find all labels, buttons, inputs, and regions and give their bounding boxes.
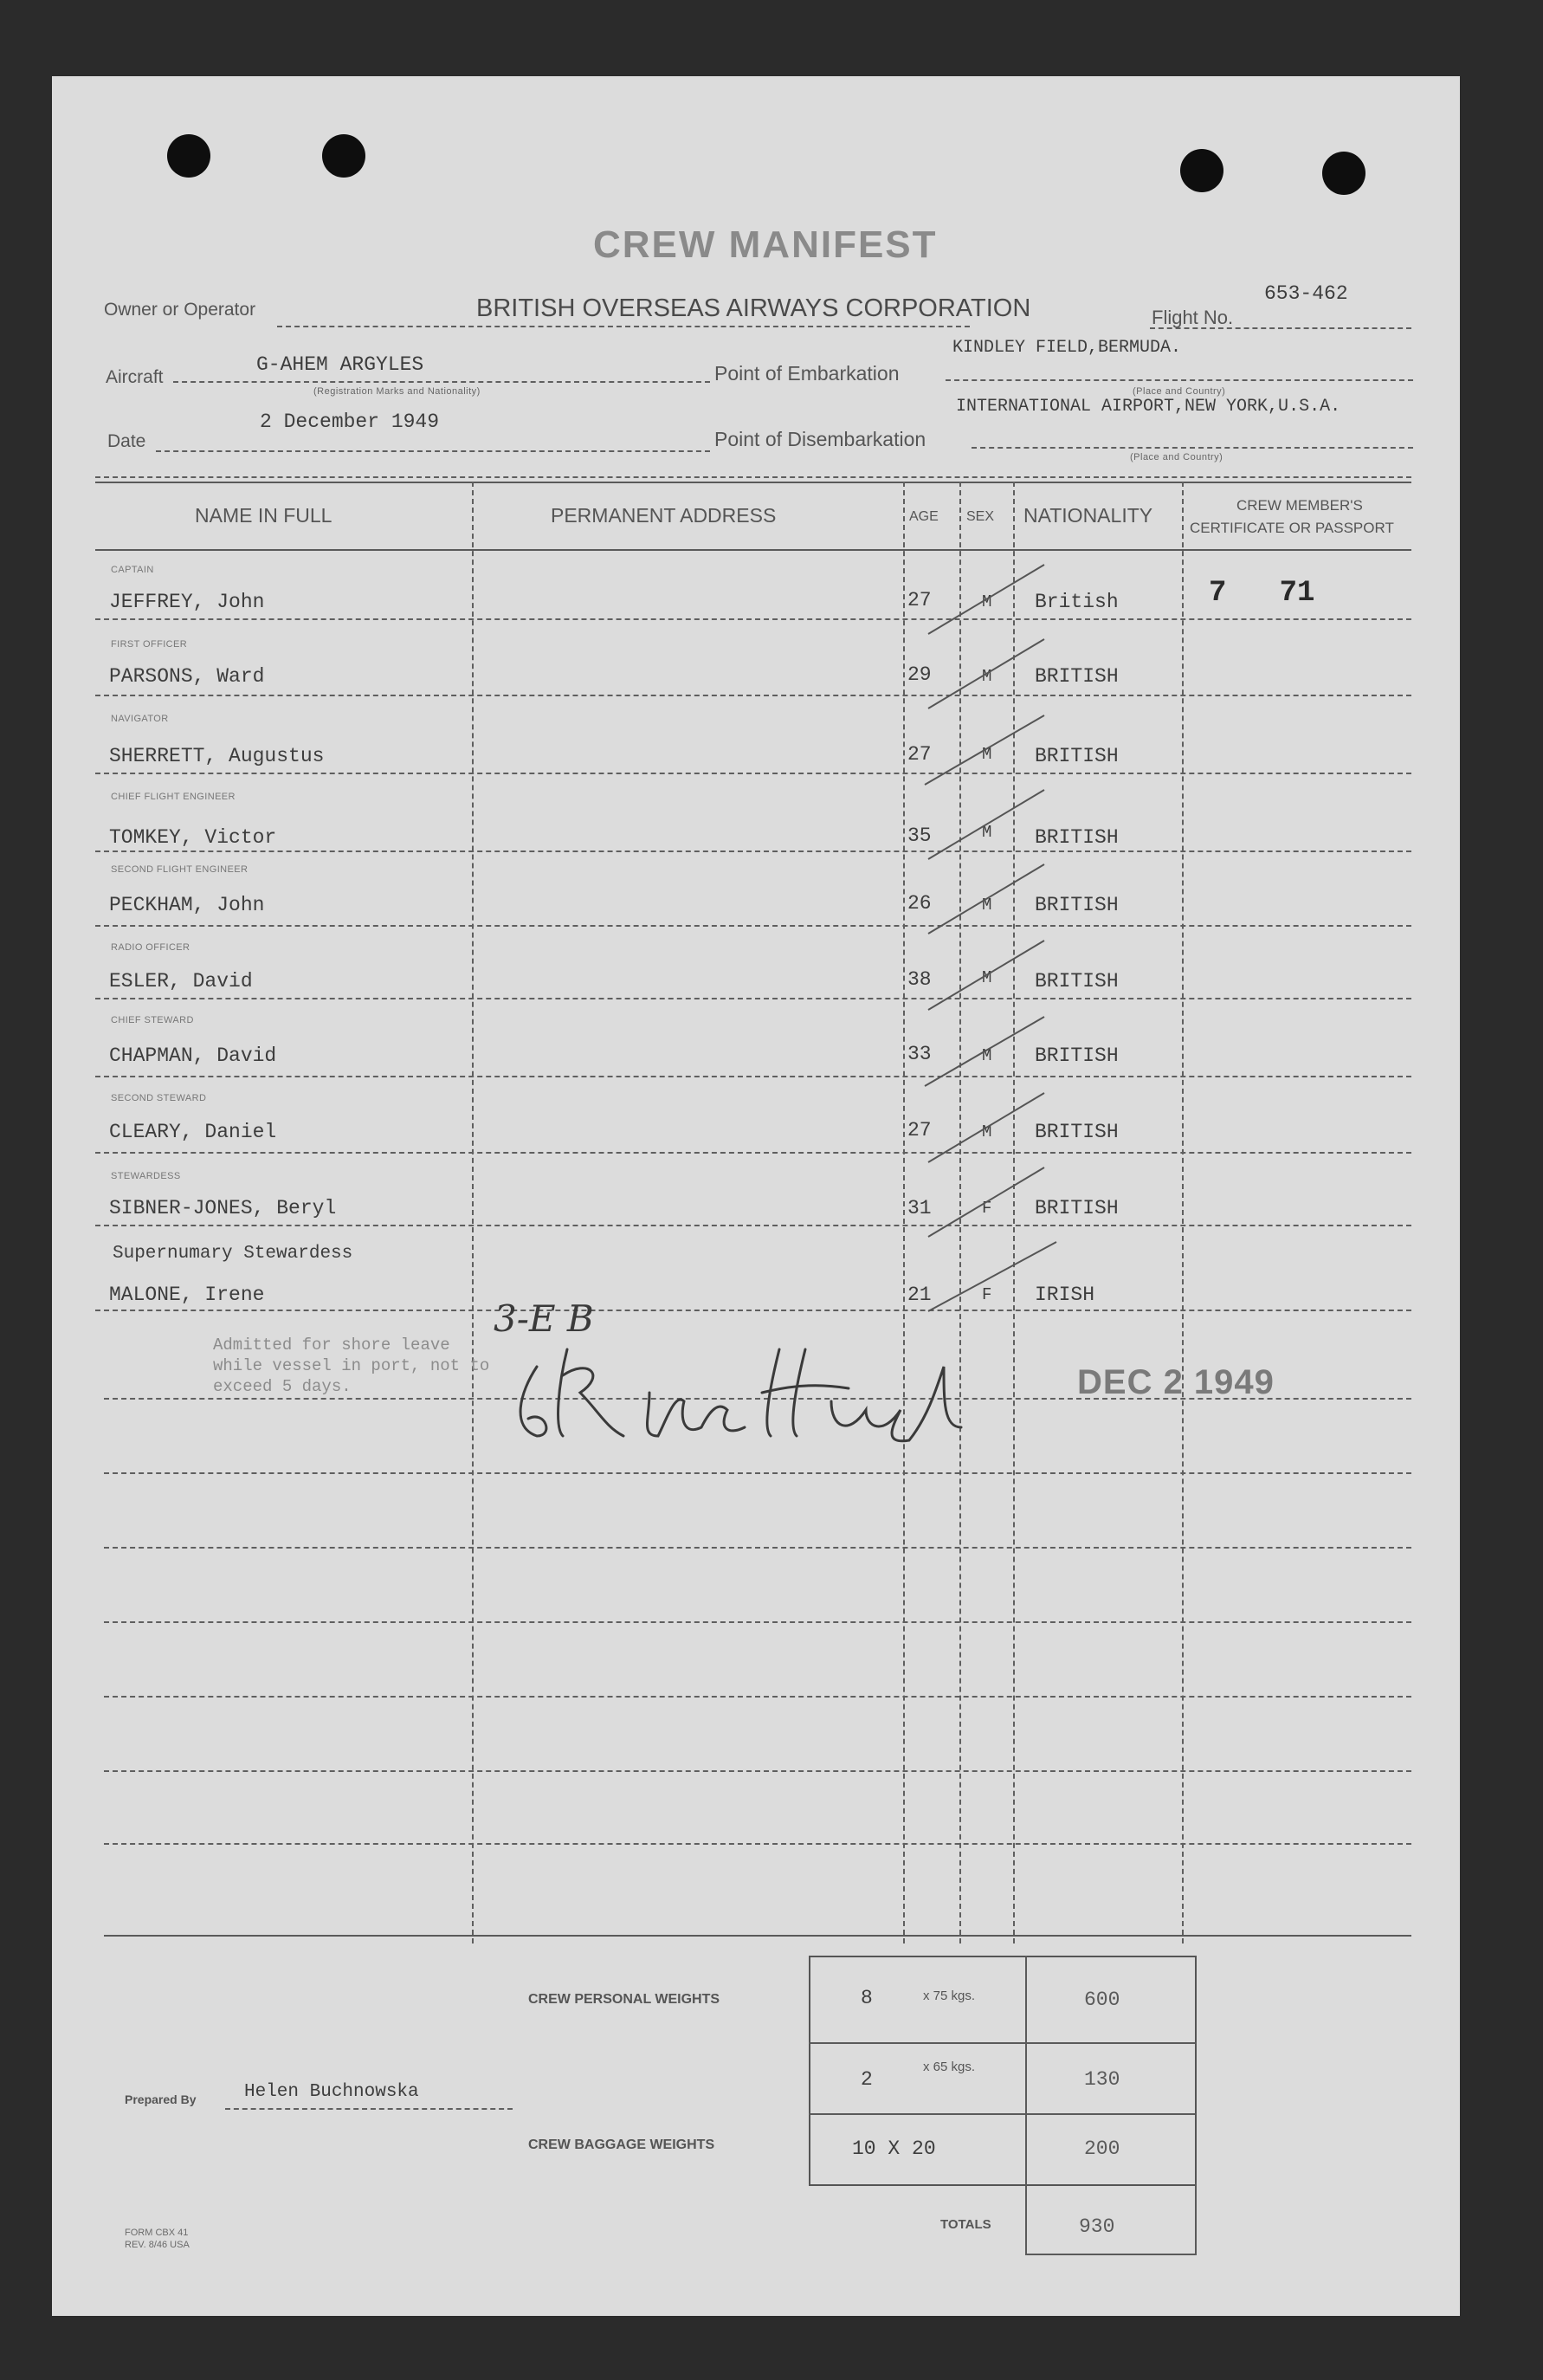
crew-age: 35 [907,825,932,847]
crew-sex: M [982,896,992,915]
disembark-label: Point of Disembarkation [714,428,926,450]
embark-sub: (Place and Country) [1133,386,1226,397]
form-title: CREW MANIFEST [593,223,938,266]
col-nationality-header: NATIONALITY [1023,504,1153,527]
disembark-value: INTERNATIONAL AIRPORT,NEW YORK,U.S.A. [956,397,1341,417]
crew-name: TOMKEY, Victor [109,826,277,849]
weights-row1-total: 600 [1084,1989,1120,2011]
manifest-paper [52,76,1460,2316]
empty-row-line [104,1770,1411,1772]
crew-age: 27 [907,1119,932,1141]
disembark-sub: (Place and Country) [1130,452,1223,462]
crew-nationality: BRITISH [1035,1044,1119,1067]
crew-name: JEFFREY, John [109,591,265,613]
crew-age: 38 [907,968,932,991]
crew-name: SIBNER-JONES, Beryl [109,1197,337,1219]
weights-row2-count: 2 [861,2068,873,2091]
totals-label: TOTALS [940,2217,991,2232]
crew-age: 33 [907,1043,932,1065]
stamp-line-3: exceed 5 days. [213,1377,352,1396]
empty-row-line [104,1547,1411,1549]
col-certificate-header-2: CERTIFICATE OR PASSPORT [1190,520,1394,536]
crew-nationality: BRITISH [1035,894,1119,916]
empty-row-line [104,1472,1411,1474]
crew-title: Supernumary Stewardess [113,1244,353,1264]
crew-title: CAPTAIN [111,565,154,575]
inspector-signature [485,1315,1039,1453]
prepared-line [225,2108,513,2110]
check-marks [52,76,1460,1375]
crew-name: PECKHAM, John [109,894,265,916]
crew-title: SECOND FLIGHT ENGINEER [111,864,249,875]
crew-age: 29 [907,663,932,686]
weights-row2-total: 130 [1084,2068,1120,2091]
crew-name: MALONE, Irene [109,1284,265,1306]
crew-sex: M [982,968,992,987]
crew-name: CHAPMAN, David [109,1044,277,1067]
crew-title: CHIEF STEWARD [111,1015,194,1025]
weights-total-line [1025,2254,1197,2255]
crew-nationality: BRITISH [1035,665,1119,688]
empty-row-line [104,1696,1411,1698]
stamp-line-1: Admitted for shore leave [213,1336,450,1355]
crew-age: 27 [907,743,932,766]
empty-row-line [104,1621,1411,1623]
tick-mark [928,1242,1056,1311]
col-address-header: PERMANENT ADDRESS [551,504,777,527]
crew-age: 26 [907,892,932,915]
tick-mark [928,1093,1044,1162]
crew-name: ESLER, David [109,970,253,993]
crew-title: FIRST OFFICER [111,639,188,650]
crew-nationality: BRITISH [1035,970,1119,993]
stamp-code: 3-E B [494,1297,594,1340]
crew-age: 21 [907,1284,932,1306]
col-sex-header: SEX [966,509,995,524]
embark-value: KINDLEY FIELD,BERMUDA. [952,338,1182,358]
crew-name: SHERRETT, Augustus [109,745,325,767]
baggage-weights-label: CREW BAGGAGE WEIGHTS [528,2137,715,2152]
weights-row1-count: 8 [861,1987,873,2009]
crew-title: CHIEF FLIGHT ENGINEER [111,792,236,802]
footer-code-1: FORM CBX 41 [125,2228,189,2238]
prepared-label: Prepared By [125,2092,197,2106]
crew-sex: F [982,1285,992,1304]
flight-label: Flight No. [1152,307,1234,328]
crew-sex: M [982,745,992,764]
owner-label: Owner or Operator [104,300,256,320]
tick-mark [928,1167,1044,1237]
tick-mark [925,1017,1044,1086]
crew-nationality: BRITISH [1035,745,1119,767]
crew-nationality: British [1035,591,1119,613]
crew-name: PARSONS, Ward [109,665,265,688]
tick-mark [928,639,1044,708]
crew-nationality: IRISH [1035,1284,1095,1306]
col-age-header: AGE [909,509,939,524]
weights-row-line [809,2113,1195,2115]
col-name-header: NAME IN FULL [195,504,332,527]
col-certificate-header-1: CREW MEMBER'S [1236,497,1363,514]
crew-sex: M [982,592,992,611]
tick-mark [925,715,1044,785]
crew-nationality: BRITISH [1035,1197,1119,1219]
crew-sex: M [982,1122,992,1141]
crew-certificate: 7 71 [1209,577,1315,610]
flight-value: 653-462 [1264,282,1348,305]
owner-value: BRITISH OVERSEAS AIRWAYS CORPORATION [476,294,1031,322]
crew-nationality: BRITISH [1035,826,1119,849]
crew-age: 31 [907,1197,932,1219]
stamp-line-2: while vessel in port, not to [213,1356,490,1375]
aircraft-value: G-AHEM ARGYLES [256,353,424,376]
aircraft-sub: (Registration Marks and Nationality) [313,386,481,397]
crew-name: CLEARY, Daniel [109,1121,277,1143]
crew-nationality: BRITISH [1035,1121,1119,1143]
crew-title: STEWARDESS [111,1171,181,1181]
tick-mark [928,864,1044,934]
stamp-date: DEC 2 1949 [1077,1363,1275,1401]
crew-sex: F [982,1199,992,1218]
prepared-value: Helen Buchnowska [244,2082,419,2102]
crew-title: NAVIGATOR [111,714,169,724]
crew-sex: M [982,667,992,686]
crew-sex: M [982,1046,992,1065]
weights-row-line [809,2042,1195,2044]
footer-code-2: REV. 8/46 USA [125,2240,190,2250]
crew-title: SECOND STEWARD [111,1093,207,1103]
weights-grand-total: 930 [1079,2215,1115,2238]
weights-divider [1025,1956,1027,2254]
weights-divider [1195,2183,1197,2254]
crew-title: RADIO OFFICER [111,942,190,953]
aircraft-label: Aircraft [106,367,164,387]
weights-row2-rate: x 65 kgs. [923,2060,976,2074]
personal-weights-label: CREW PERSONAL WEIGHTS [528,1992,720,2007]
weights-baggage-total: 200 [1084,2137,1120,2160]
tick-mark [928,941,1044,1010]
date-value: 2 December 1949 [260,411,440,433]
empty-row-line [104,1843,1411,1845]
embark-label: Point of Embarkation [714,362,900,385]
weights-row1-rate: x 75 kgs. [923,1989,976,2003]
weights-baggage-count: 10 X 20 [852,2137,936,2160]
tick-mark [928,565,1044,634]
date-label: Date [107,431,146,451]
tick-mark [928,790,1044,859]
table-bottom-line [104,1935,1411,1937]
crew-sex: M [982,823,992,842]
crew-age: 27 [907,589,932,611]
